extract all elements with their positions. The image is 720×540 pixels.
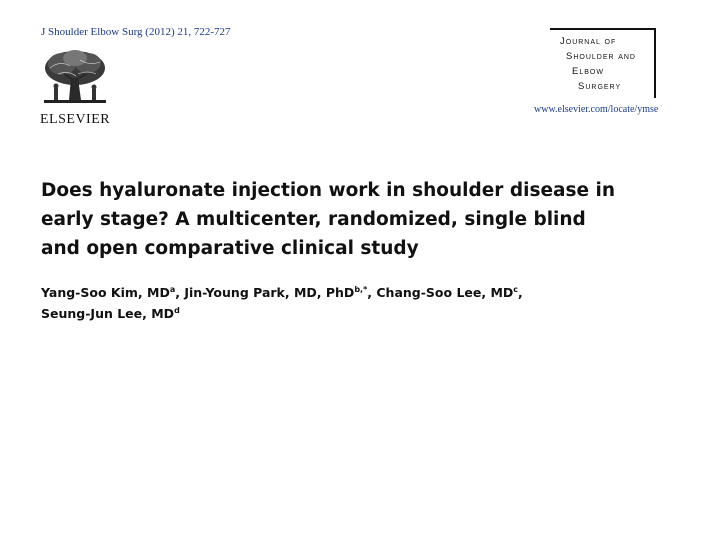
journal-logo-line-4: Surgery — [578, 81, 622, 92]
author-separator: , — [175, 285, 185, 300]
author-list — [41, 282, 681, 324]
journal-url-link[interactable]: www.elsevier.com/locate/ymse — [534, 104, 659, 115]
elsevier-tree-logo-icon — [40, 48, 110, 108]
journal-citation: J Shoulder Elbow Surg (2012) 21, 722-727 — [41, 26, 231, 38]
author-affiliation[interactable]: b,* — [354, 284, 368, 294]
publisher-name: ELSEVIER — [40, 112, 111, 127]
article-title — [41, 176, 661, 263]
author-name: Chang-Soo Lee, MD — [376, 285, 514, 300]
journal-logo-line-1: Journal of — [560, 36, 617, 47]
author-name: Seung-Jun Lee, MD — [41, 306, 175, 321]
journal-logo-line-2: Shoulder and — [566, 51, 636, 62]
title-line-1: Does hyaluronate injection work in shoulder disease in — [41, 180, 615, 201]
author-name: Yang-Soo Kim, MD — [41, 285, 170, 300]
author-separator: , — [367, 285, 377, 300]
title-line-2: early stage? A multicenter, randomized, single blind — [41, 209, 586, 230]
author-name: Jin-Young Park, MD, PhD — [184, 285, 355, 300]
author-separator: , — [518, 285, 523, 300]
author-affiliation[interactable]: a — [169, 284, 176, 294]
author-affiliation[interactable]: c — [513, 284, 519, 294]
title-line-3: and open comparative clinical study — [41, 238, 419, 259]
author-affiliation[interactable]: d — [174, 305, 180, 315]
journal-logo-line-3: Elbow — [572, 66, 604, 77]
